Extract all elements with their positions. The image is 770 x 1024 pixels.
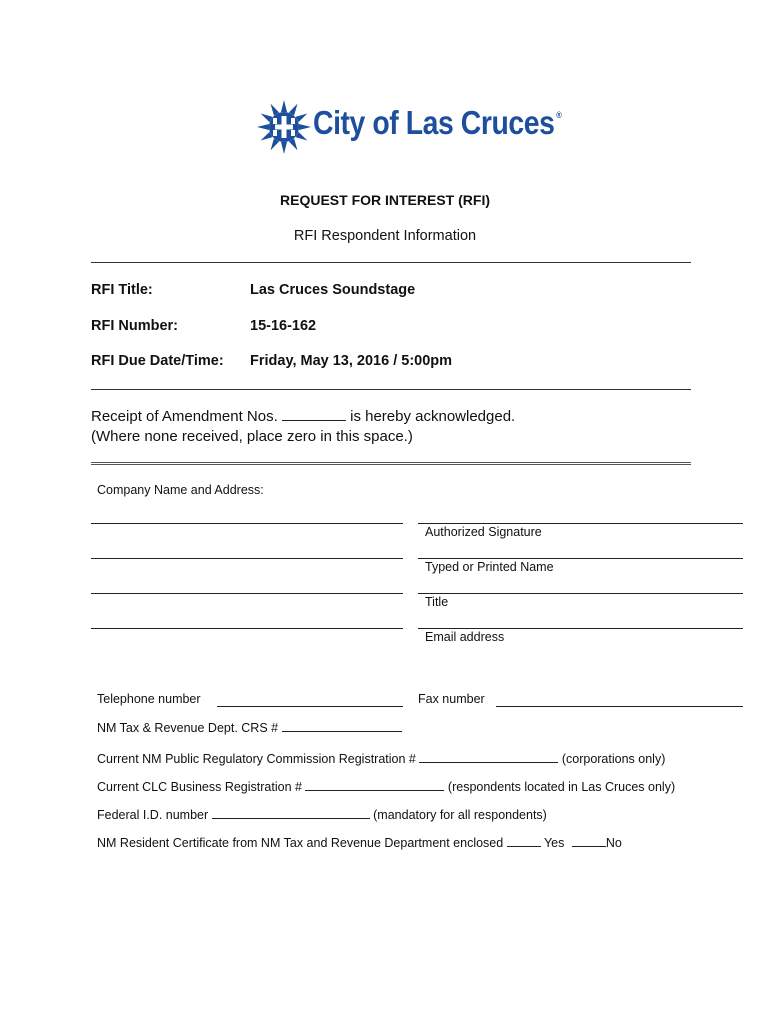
resident-no-label: No — [605, 836, 622, 850]
title-line[interactable] — [418, 593, 743, 594]
divider-mid — [91, 389, 691, 390]
nm-tax-crs-field[interactable] — [282, 720, 402, 732]
company-address-line-3[interactable] — [91, 593, 403, 594]
federal-id-field[interactable] — [212, 807, 370, 819]
signature-line[interactable] — [418, 523, 743, 524]
amendment-number-field[interactable] — [282, 409, 346, 421]
prc-row: Current NM Public Regulatory Commission Registration # (corporations only) — [97, 752, 666, 766]
amendment-line-2: (Where none received, place zero in this space.) — [91, 428, 413, 445]
resident-no-field[interactable] — [572, 835, 606, 847]
page-subtitle: RFI Respondent Information — [293, 228, 477, 244]
rfi-due-value: Friday, May 13, 2016 / 5:00pm — [250, 353, 453, 369]
rfi-title-label: RFI Title: — [91, 282, 153, 298]
authorized-signature-label: Authorized Signature — [425, 525, 542, 539]
fax-field[interactable] — [496, 706, 743, 707]
printed-name-label: Typed or Printed Name — [425, 560, 554, 574]
email-line[interactable] — [418, 628, 743, 629]
nm-tax-row: NM Tax & Revenue Dept. CRS # — [97, 720, 402, 735]
divider-double-1 — [91, 462, 691, 463]
federal-id-row: Federal I.D. number (mandatory for all respondents) — [97, 808, 547, 822]
company-address-line-1[interactable] — [91, 523, 403, 524]
rfi-due-label: RFI Due Date/Time: — [91, 353, 224, 369]
rfi-number-value: 15-16-162 — [250, 318, 317, 334]
telephone-label: Telephone number — [97, 692, 201, 706]
divider-top — [91, 262, 691, 263]
rfi-number-label: RFI Number: — [91, 318, 178, 334]
prc-registration-field[interactable] — [419, 751, 558, 763]
clc-row: Current CLC Business Registration # (respondents located in Las Cruces only) — [97, 780, 676, 794]
telephone-field[interactable] — [217, 706, 403, 707]
divider-double-2 — [91, 464, 691, 465]
rfi-title-value: Las Cruces Soundstage — [250, 282, 416, 298]
title-label: Title — [425, 595, 449, 609]
company-name-label: Company Name and Address: — [97, 483, 264, 497]
city-logo-sun-icon — [254, 99, 314, 155]
company-address-line-2[interactable] — [91, 558, 403, 559]
resident-certificate-row: NM Resident Certificate from NM Tax and Revenue Department enclosed Yes No — [97, 836, 622, 850]
city-name-logotype: City of Las Cruces ® — [313, 104, 562, 141]
resident-yes-field[interactable] — [507, 835, 541, 847]
fax-label: Fax number — [418, 692, 485, 706]
resident-yes-label: Yes — [543, 836, 565, 850]
amendment-line-1: Receipt of Amendment Nos. is hereby acknowledged. — [91, 408, 516, 425]
printed-name-line[interactable] — [418, 558, 743, 559]
email-label: Email address — [425, 630, 505, 644]
page-title: REQUEST FOR INTEREST (RFI) — [280, 192, 490, 208]
clc-registration-field[interactable] — [305, 779, 444, 791]
company-address-line-4[interactable] — [91, 628, 403, 629]
